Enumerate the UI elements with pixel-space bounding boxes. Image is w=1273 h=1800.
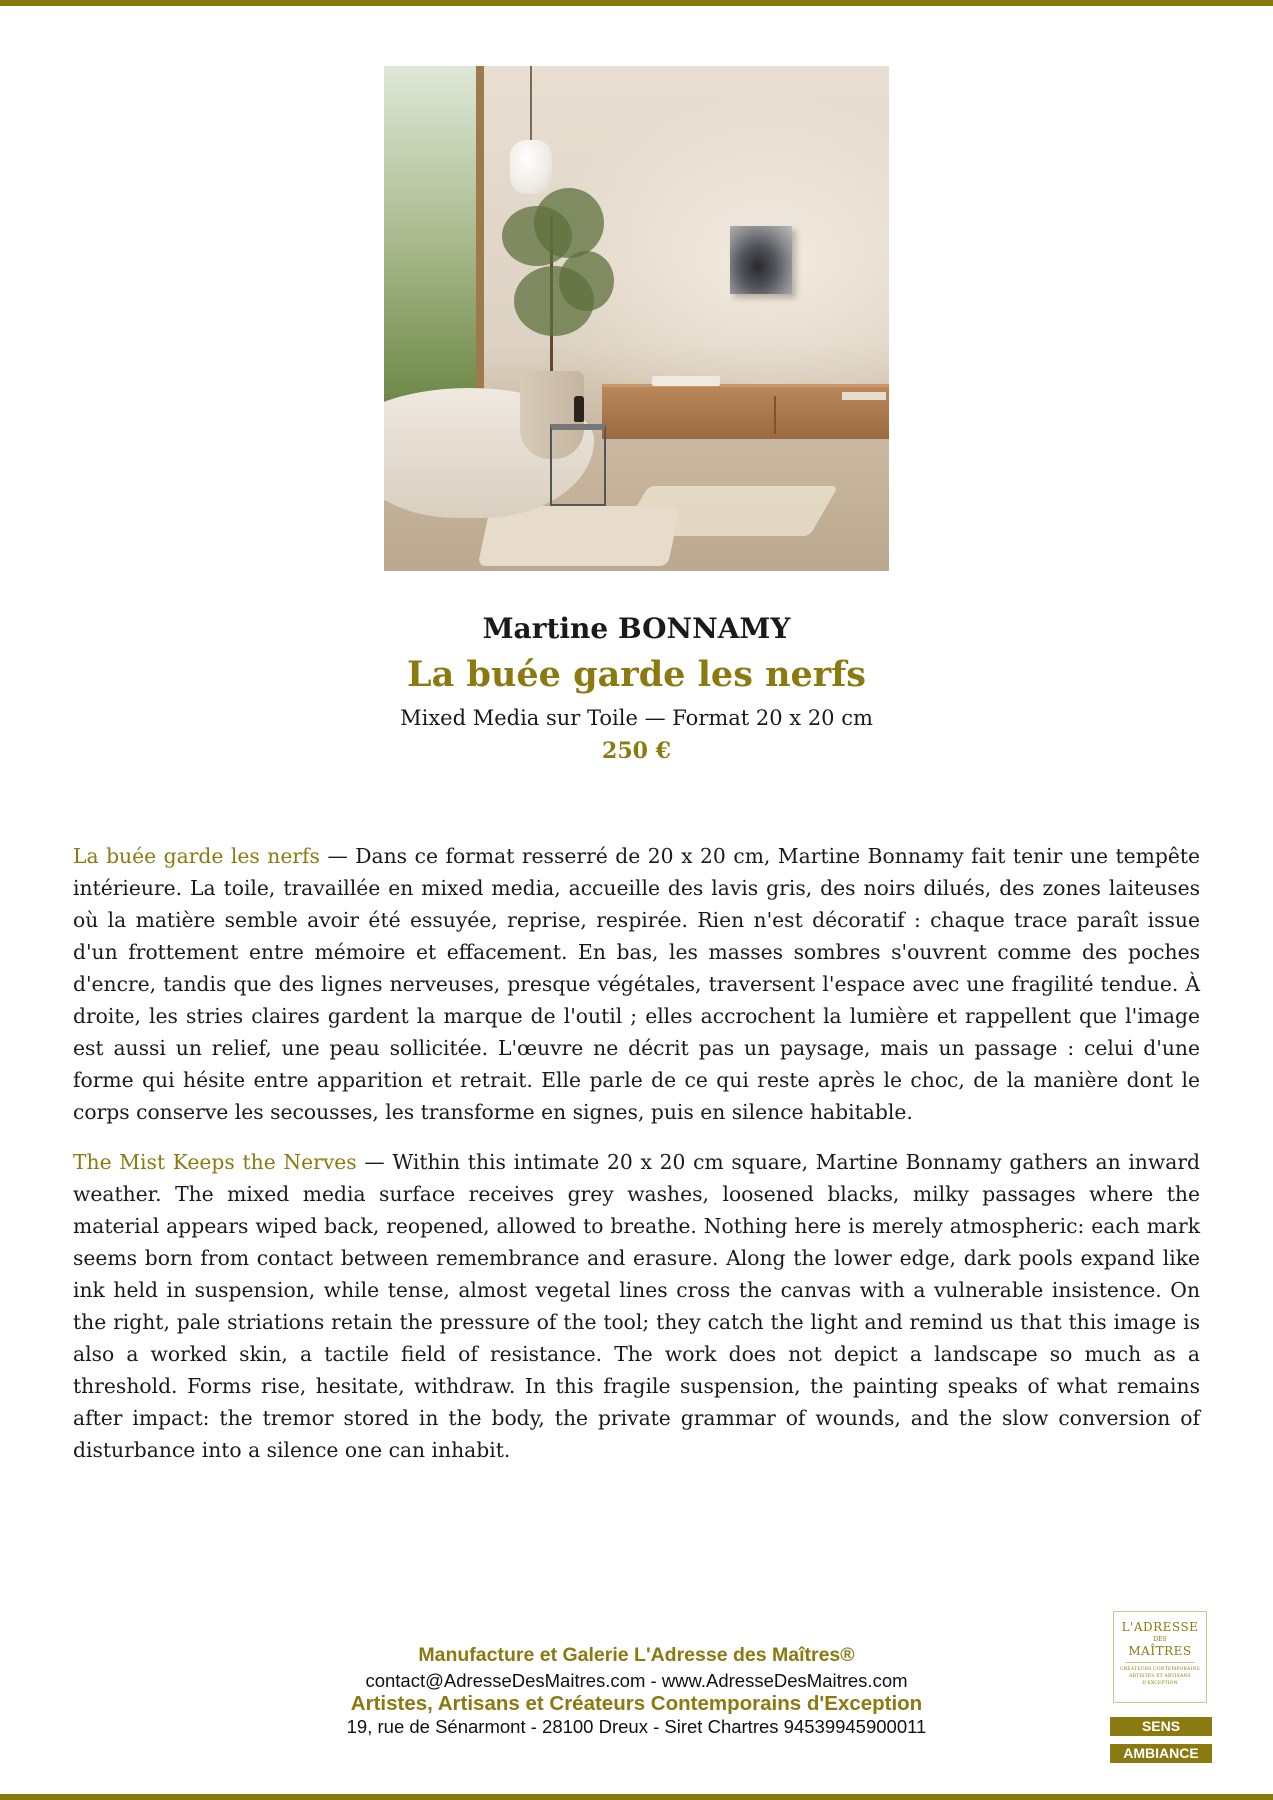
logo-line-2: DES <box>1153 1636 1167 1643</box>
logo-line-3: MAÎTRES <box>1128 1644 1192 1658</box>
artwork-price: 250 € <box>602 738 671 764</box>
tag-ambiance: AMBIANCE <box>1110 1744 1212 1763</box>
hanging-artwork <box>730 226 792 294</box>
description-french-body: — Dans ce format resserré de 20 x 20 cm, Martine Bonnamy fait tenir une tempête intérieure. La toile, travaillée en mixed media, accueille des lavis gris, des noirs dilués, des zones laiteuses où la matière semble avoir été essuyée, reprise, respirée. Rien n'est décoratif : chaque trace paraît issue d'un frottement entre mémoire et effacement. En bas, les masses sombres s'ouvrent comme des poches d'encre, tandis que des lignes nerveuses, presque végétales, traversent l'espace avec une fragilité tendue. À droite, les stries claires gardent la marque de l'outil ; elles accrochent la lumière et rappellent que l'image est aussi un relief, une peau sollicitée. L'œuvre ne décrit pas un paysage, mais un passage : celui d'une forme qui hésite entre apparition et retrait. Elle parle de ce qui reste après le choc, de la manière dont le corps conserve les secousses, les transforme en signes, puis en silence habitable. <box>73 844 1200 1124</box>
description-french <box>73 840 1200 1128</box>
bottom-border <box>0 1794 1273 1800</box>
logo-line-6: D'EXCEPTION <box>1142 1681 1178 1686</box>
top-border <box>0 0 1273 6</box>
logo-separator <box>1125 1662 1195 1663</box>
artist-name: Martine BONNAMY <box>482 612 791 645</box>
open-book <box>652 376 720 386</box>
logo-line-5: ARTISTES ET ARTISANS <box>1129 1674 1191 1679</box>
footer-address: 19, rue de Sénarmont - 28100 Dreux - Siret Chartres 94539945900011 <box>346 1716 927 1737</box>
pendant-lamp-cord <box>530 66 532 142</box>
artwork-medium: Mixed Media sur Toile — Format 20 x 20 cm <box>400 706 873 730</box>
footer-tagline: Artistes, Artisans et Créateurs Contemporains d'Exception <box>350 1692 923 1715</box>
footer-contact: contact@AdresseDesMaitres.com - www.AdresseDesMaitres.com <box>365 1670 908 1691</box>
olive-tree-foliage <box>559 251 614 311</box>
side-table <box>550 424 606 506</box>
logo-line-4: CRÉATEURS CONTEMPORAINS <box>1120 1667 1200 1672</box>
olive-tree-foliage <box>534 188 604 258</box>
stacked-books <box>842 392 886 400</box>
artwork-room-photo <box>384 66 889 571</box>
gallery-logo <box>1113 1611 1207 1703</box>
artwork-title: La buée garde les nerfs <box>407 654 866 695</box>
logo-line-1: L'ADRESSE <box>1121 1620 1199 1634</box>
description-english-body: — Within this intimate 20 x 20 cm square, Martine Bonnamy gathers an inward weather. The mixed media surface receives grey washes, loosened blacks, milky passages where the material appears wiped back, reopened, allowed to breathe. Nothing here is merely atmospheric: each mark seems born from contact between remembrance and erasure. Along the lower edge, dark pools expand like ink held in suspension, while tense, almost vegetal lines cross the canvas with a vulnerable insistence. On the right, pale striations retain the pressure of the tool; they catch the light and remind us that this image is also a worked skin, a tactile field of resistance. The work does not depict a landscape so much as a threshold. Forms rise, hesitate, withdraw. In this fragile suspension, the painting speaks of what remains after impact: the tremor stored in the body, the private grammar of wounds, and the slow conversion of disturbance into a silence one can inhabit. <box>73 1150 1200 1462</box>
footer-company: Manufacture et Galerie L'Adresse des Maîtres® <box>418 1644 855 1666</box>
description-english <box>73 1146 1200 1466</box>
bench-drawer-line <box>774 396 776 434</box>
description-english-lead: The Mist Keeps the Nerves <box>73 1150 357 1174</box>
tag-sens: SENS <box>1110 1717 1212 1736</box>
description-french-lead: La buée garde les nerfs <box>73 844 320 868</box>
soap-bottle <box>574 396 584 422</box>
pendant-lamp <box>510 140 552 194</box>
